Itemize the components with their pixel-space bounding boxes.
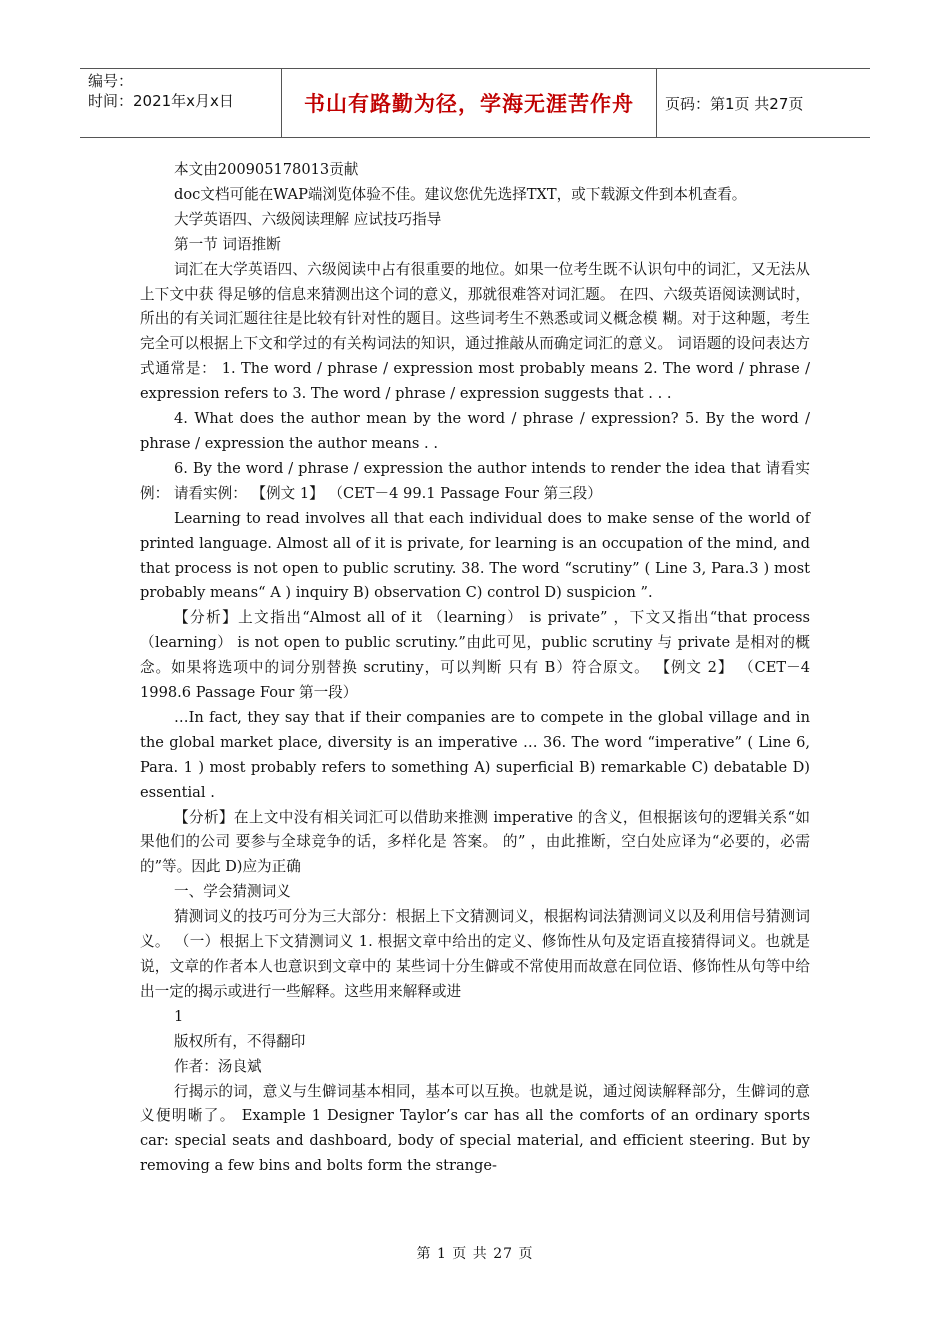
paragraph-guessing-methods: 猜测词义的技巧可分为三大部分：根据上下文猜测词义，根据构词法猜测词义以及利用信号猜测词义。 （一）根据上下文猜测词义 1. 根据文章中给出的定义、修饰性从句及定语直接猜得词义。也就是说，文章的作者本人也意识到文章中的 某些词十分生僻或不常使用而故意在同位语、修饰性从句等中给出一定的揭示或进行一些解释。这些用来解释或进 [140, 908, 810, 1000]
paragraph-question-forms-2: 4. What does the author mean by the word / phrase / expression? 5. By the word / phrase / expression the author means . . [140, 410, 810, 452]
header-page-cell [657, 69, 870, 137]
document-number-label: 编号： [88, 72, 134, 90]
paragraph-example-taylor: 行揭示的词，意义与生僻词基本相同，基本可以互换。也就是说，通过阅读解释部分，生僻词的意义便明晰了。 Example 1 Designer Taylor’s car has all the comforts of an ordinary sports car: special seats and dashboard, body of special material, and efficient steering. But by removing a few bins and bolts form the strange- [140, 1082, 810, 1175]
document-body [140, 158, 810, 1179]
author-line: 作者：汤良斌 [174, 1057, 262, 1075]
paragraph-example-2: …In fact, they say that if their companies are to compete in the global village and in the global market place, diversity is an imperative … 36. The word “imperative” ( Line 6, Para. 1 ) most probably refers to something A) superficial B) remarkable C) debatable D) essential . [140, 708, 810, 801]
header-page-info: 页码：第1页 共27页 [665, 94, 804, 113]
header-meta-cell [80, 69, 282, 137]
header-motto-cell [282, 69, 657, 137]
subsection-heading: 一、学会猜测词义 [174, 883, 291, 901]
paragraph-analysis-1: 【分析】上文指出“Almost all of it （learning） is private” ，下文又指出“that process （learning） is not open to public scrutiny.”由此可见，public scrutiny 与 private 是相对的概念。如果将选项中的词分别替换 scrutiny，可以判断 只有 B）符合原文。 【例文 2】 （CET－4 1998.6 Passage Four 第一段） [140, 609, 810, 702]
document-date-label: 时间：2021年x月x日 [88, 92, 234, 110]
format-notice-line: doc文档可能在WAP端浏览体验不佳。建议您优先选择TXT，或下载源文件到本机查看。 [174, 185, 747, 203]
paragraph-example-1: Learning to read involves all that each individual does to make sense of the world of printed language. Almost all of it is private, for learning is an occupation of the mind, and that process is not open to public scrutiny. 38. The word “scrutiny” ( Line 3, Para.3 ) most probably means“ A ) inquiry B) observation C) control D) suspicion ”. [140, 509, 810, 602]
paragraph-analysis-2: 【分析】在上文中没有相关词汇可以借助来推测 imperative 的含义，但根据该句的逻辑关系“如果他们的公司 要参与全球竞争的话，多样化是 答案。 的” ，由此推断，空白处应译为“必要的，必需的”等。因此 D)应为正确 [140, 808, 810, 876]
contributor-line: 本文由200905178013贡献 [174, 161, 359, 178]
paragraph-intro: 词汇在大学英语四、六级阅读中占有很重要的地位。如果一位考生既不认识句中的词汇，又无法从上下文中获 得足够的信息来猜测出这个词的意义，那就很难答对词汇题。 在四、六级英语阅读测试时，所出的有关词汇题往往是比较有针对性的题目。这些词考生不熟悉或词义概念模 糊。对于这种题，考生完全可以根据上下文和学过的有关构词法的知识，通过推敲从而确定词汇的意义。 词语题的设问表达方式通常是： 1. The word / phrase / expression most probably means 2. The word / phrase / expression refers to 3. The word / phrase / expression suggests that . . . [140, 260, 810, 403]
document-title: 大学英语四、六级阅读理解 应试技巧指导 [174, 210, 442, 228]
section-heading: 第一节 词语推断 [174, 235, 281, 253]
header-table [80, 68, 870, 138]
copyright-line: 版权所有，不得翻印 [174, 1032, 306, 1050]
page-marker: 1 [174, 1007, 184, 1025]
paragraph-question-forms-3: 6. By the word / phrase / expression the author intends to render the idea that 请看实例： 请看实例： 【例文 1】 （CET－4 99.1 Passage Four 第三段） [140, 459, 810, 502]
header-motto: 书山有路勤为径，学海无涯苦作舟 [304, 92, 634, 116]
page-footer: 第 1 页 共 27 页 [416, 1246, 534, 1262]
